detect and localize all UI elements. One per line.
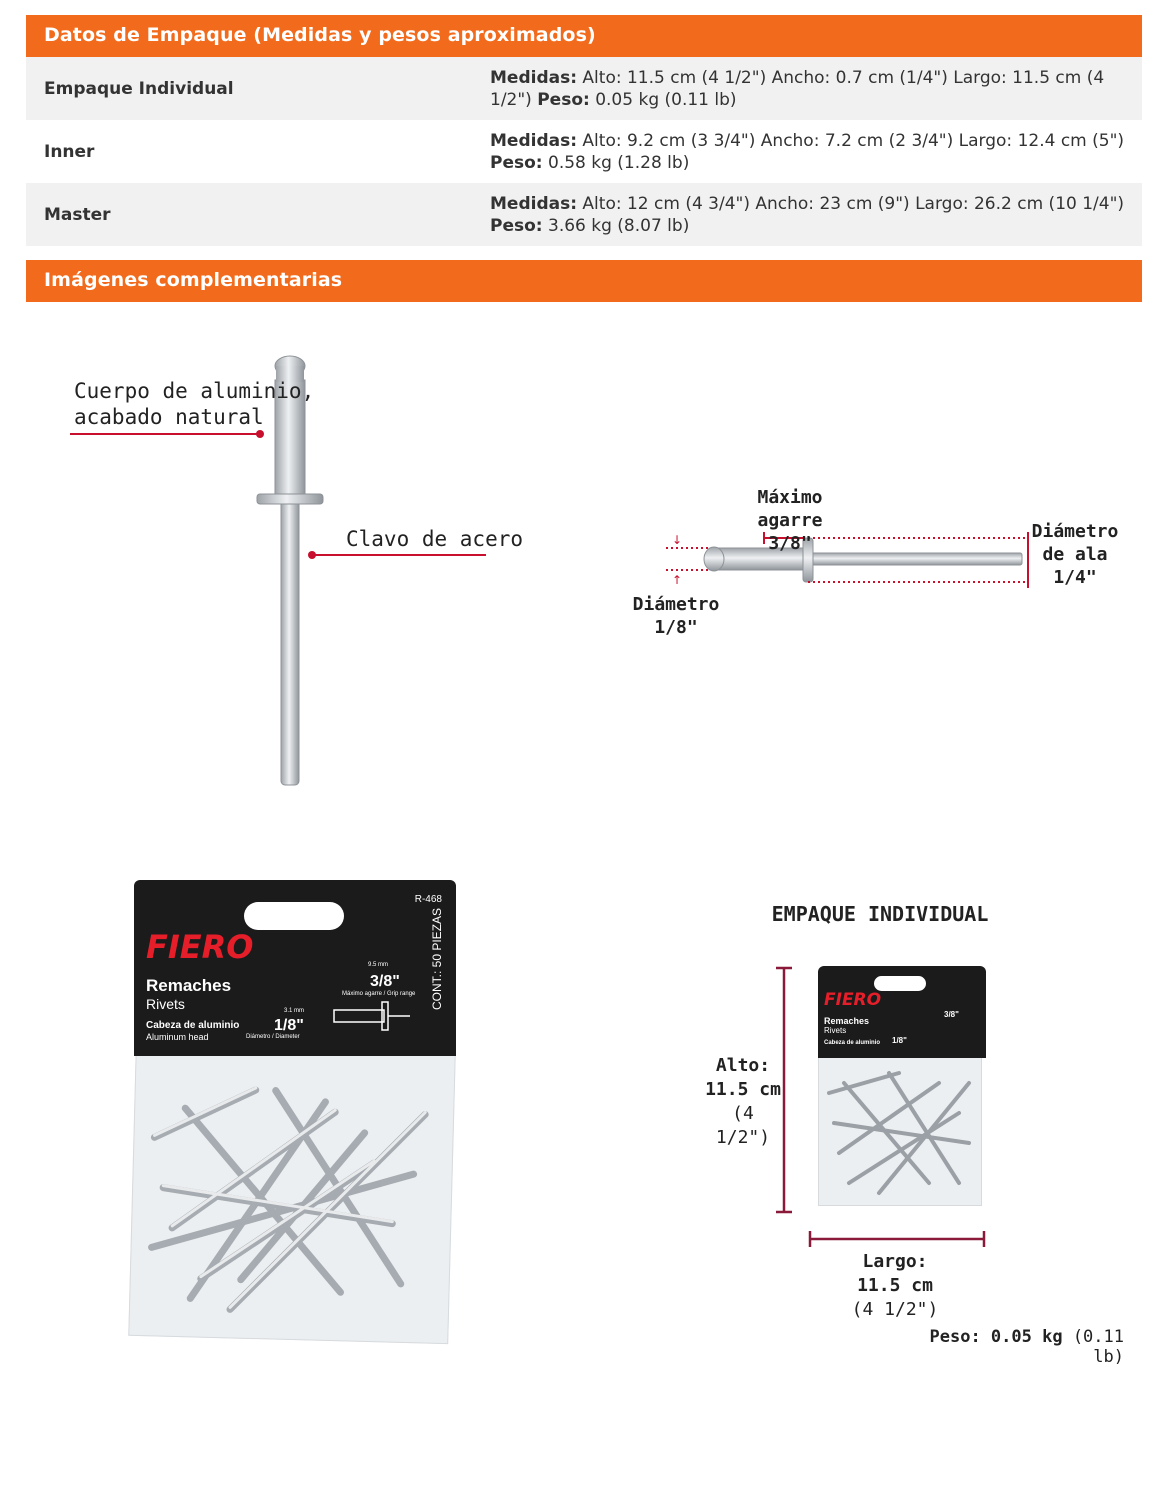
- diameter-mm: 3.1 mm: [284, 1008, 305, 1014]
- individual-weight-label: [924, 1327, 1124, 1367]
- package-photo-large: [130, 880, 460, 1345]
- row-values: [490, 130, 1130, 174]
- flange-label-line2: de ala: [1042, 544, 1108, 565]
- packing-data-title: Datos de Empaque (Medidas y pesos aproximados): [44, 24, 596, 46]
- brand-logo: FIERO: [146, 928, 254, 966]
- diameter-label-line1: Diámetro: [632, 594, 720, 615]
- weight-label: Peso:: [490, 152, 543, 173]
- weight-lb: (0.11 lb): [1062, 1327, 1124, 1367]
- measures-label: Medidas:: [490, 130, 578, 151]
- packing-table: [26, 57, 1142, 246]
- height-label: [700, 1054, 786, 1150]
- row-name: Inner: [44, 141, 95, 162]
- diameter-value-small: 1/8": [892, 1036, 907, 1045]
- packing-data-header: [26, 15, 1142, 57]
- product-code: R-468: [414, 894, 442, 905]
- individual-package-title: EMPAQUE INDIVIDUAL: [771, 902, 989, 926]
- diameter-caption: Diámetro / Diameter: [246, 1034, 300, 1040]
- nail-callout-label: Clavo de acero: [346, 527, 524, 551]
- product-name-en-small: Rivets: [824, 1026, 847, 1035]
- rivet-flange: [257, 494, 323, 504]
- package-rivet-diagram: [320, 996, 410, 1036]
- package-bag: [128, 1046, 455, 1344]
- body-callout-line2: acabado natural: [74, 405, 264, 429]
- length-label: [840, 1250, 950, 1322]
- table-row: [26, 57, 1142, 120]
- measures-value-cont: 1/2"): [490, 89, 532, 110]
- measures-label: Medidas:: [490, 67, 578, 88]
- measures-label: Medidas:: [490, 193, 578, 214]
- diameter-label-line2: 1/8": [654, 617, 698, 638]
- product-name-es-small: Remaches: [824, 1016, 870, 1026]
- weight-kg: Peso: 0.05 kg: [929, 1327, 1063, 1347]
- length-label-cm: 11.5 cm: [857, 1275, 933, 1296]
- product-name-en: Rivets: [146, 996, 185, 1012]
- flange-diameter-label: [1030, 520, 1120, 589]
- measures-value: Alto: 9.2 cm (3 3/4") Ancho: 7.2 cm (2 3/4") Largo: 12.4 cm (5"): [577, 130, 1125, 151]
- rivets-inside-bag: [129, 1047, 456, 1345]
- body-callout-label: [74, 378, 314, 430]
- grip-value-small: 3/8": [944, 1010, 959, 1019]
- length-label-in: (4 1/2"): [851, 1299, 939, 1320]
- flange-label-line1: Diámetro: [1031, 521, 1119, 542]
- piece-count: CONT.: 50 PIEZAS: [430, 907, 444, 1010]
- measures-value: Alto: 12 cm (4 3/4") Ancho: 23 cm (9") Largo: 26.2 cm (10 1/4"): [577, 193, 1125, 214]
- grip-label: [720, 486, 860, 555]
- svg-text:↓: ↓: [672, 533, 683, 547]
- body-diameter-label: [628, 593, 724, 639]
- height-label-in: (4 1/2"): [715, 1103, 771, 1148]
- row-name: Empaque Individual: [44, 78, 234, 99]
- body-callout-line1: Cuerpo de aluminio,: [74, 379, 315, 403]
- individual-dimension-lines: [770, 962, 1000, 1252]
- length-label-title: Largo:: [862, 1251, 928, 1272]
- row-name: Master: [44, 204, 111, 225]
- grip-value: 3/8": [370, 973, 400, 990]
- svg-text:↑: ↑: [672, 573, 683, 587]
- weight-label: Peso:: [490, 215, 543, 236]
- product-name-es: Remaches: [146, 976, 232, 995]
- weight-label: Peso:: [537, 89, 590, 110]
- table-row: [26, 183, 1142, 246]
- grip-caption: Máximo agarre / Grip range: [342, 991, 416, 997]
- complementary-images-header: [26, 260, 1142, 302]
- height-label-cm: 11.5 cm: [705, 1079, 781, 1100]
- measures-value: Alto: 11.5 cm (4 1/2") Ancho: 0.7 cm (1/4") Largo: 11.5 cm (4: [577, 67, 1105, 88]
- head-material-en: Aluminum head: [146, 1032, 209, 1042]
- head-material-small: Cabeza de aluminio: [824, 1040, 881, 1046]
- grip-mm: 9.5 mm: [368, 962, 389, 968]
- flange-label-line3: 1/4": [1053, 567, 1097, 588]
- hang-hole: [244, 902, 344, 930]
- weight-value: 0.05 kg (0.11 lb): [589, 89, 737, 110]
- height-label-title: Alto:: [715, 1055, 771, 1076]
- diameter-value: 1/8": [274, 1017, 304, 1034]
- grip-label-line2: 3/8": [768, 533, 812, 554]
- rivet-nail: [281, 500, 299, 785]
- table-row: [26, 120, 1142, 183]
- row-values: [490, 193, 1130, 237]
- weight-value: 3.66 kg (8.07 lb): [542, 215, 690, 236]
- weight-value: 0.58 kg (1.28 lb): [542, 152, 690, 173]
- package-card: [134, 880, 456, 1056]
- brand-logo-small: FIERO: [824, 990, 882, 1010]
- grip-label-line1: Máximo agarre: [757, 487, 823, 531]
- complementary-images-title: Imágenes complementarias: [44, 269, 343, 291]
- row-values: [490, 67, 1130, 111]
- head-material-es: Cabeza de aluminio: [146, 1020, 240, 1031]
